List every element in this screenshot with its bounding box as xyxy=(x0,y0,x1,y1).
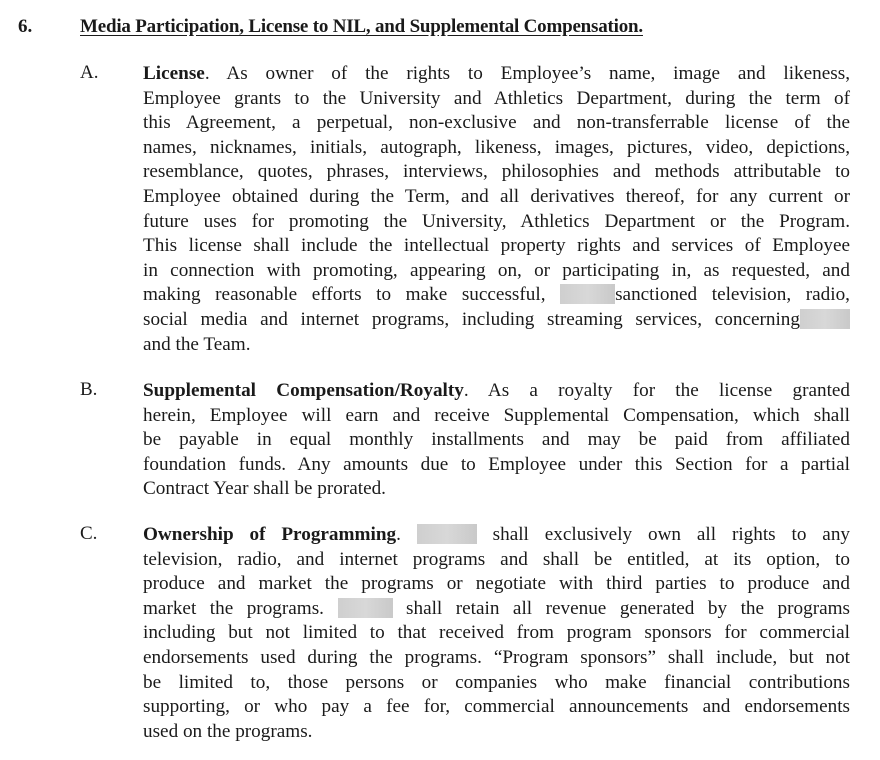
text-segment: and the Team. xyxy=(143,333,251,355)
text-segment: sanctioned television, radio, xyxy=(615,284,850,306)
section-title: Media Participation, License to NIL, and Supplemental Compensation. xyxy=(80,16,643,37)
text-segment: shall retain all revenue generated by the programs xyxy=(392,597,851,619)
text-segment: produce and market the programs or negotiate with third parties to produce and xyxy=(143,573,850,595)
text-line xyxy=(143,548,850,573)
redacted-text xyxy=(338,598,393,618)
text-line xyxy=(143,428,850,453)
text-line xyxy=(143,477,850,502)
text-line xyxy=(143,87,850,112)
text-line xyxy=(143,283,850,308)
text-segment: Employee grants to the University and Athletics Department, during the term of xyxy=(143,87,850,109)
text-segment: This license shall include the intellectual property rights and services of Employee xyxy=(143,235,850,257)
redacted-text xyxy=(800,309,850,329)
text-line xyxy=(143,210,850,235)
section-number: 6. xyxy=(18,16,33,37)
text-line xyxy=(143,646,850,671)
text-segment: future uses for promoting the University, Athletics Department or the Program. xyxy=(143,210,850,232)
text-segment: Contract Year shall be prorated. xyxy=(143,478,386,500)
text-line xyxy=(143,572,850,597)
paragraph-b-supplemental-compensation xyxy=(143,379,850,502)
text-line xyxy=(143,523,850,548)
text-segment: be payable in equal monthly installments and may be paid from affiliated xyxy=(143,429,850,451)
text-segment: making reasonable efforts to make successful, xyxy=(143,284,561,306)
text-line xyxy=(143,695,850,720)
text-line xyxy=(143,453,850,478)
paragraph-a-letter: A. xyxy=(80,62,99,83)
text-segment: including but not limited to that received from program sponsors for commercial xyxy=(143,622,850,644)
text-line xyxy=(143,621,850,646)
text-line xyxy=(143,160,850,185)
text-segment: names, nicknames, initials, autograph, likeness, images, pictures, video, depictions, xyxy=(143,136,850,158)
text-line xyxy=(143,136,850,161)
text-line xyxy=(143,62,850,87)
text-line xyxy=(143,404,850,429)
text-segment: foundation funds. Any amounts due to Employee under this Section for a partial xyxy=(143,453,850,475)
text-line xyxy=(143,720,850,745)
text-line xyxy=(143,259,850,284)
text-segment: social media and internet programs, including streaming services, concerning xyxy=(143,308,800,330)
text-line xyxy=(143,671,850,696)
text-line xyxy=(143,234,850,259)
paragraph-c-letter: C. xyxy=(80,523,98,544)
text-segment: shall exclusively own all rights to any xyxy=(476,524,851,545)
text-segment: endorsements used during the programs. “Program sponsors” shall include, but not xyxy=(143,646,850,668)
text-segment: . xyxy=(396,524,417,545)
text-segment: in connection with promoting, appearing on, or participating in, as requested, and xyxy=(143,259,850,281)
redacted-text xyxy=(417,524,477,544)
paragraph-heading: License xyxy=(143,63,205,84)
text-line xyxy=(143,333,850,358)
text-segment: Employee obtained during the Term, and all derivatives thereof, for any current or xyxy=(143,185,850,207)
text-segment: herein, Employee will earn and receive Supplemental Compensation, which shall xyxy=(143,404,850,426)
paragraph-c-ownership-of-programming xyxy=(143,523,850,744)
text-line xyxy=(143,185,850,210)
text-line xyxy=(143,597,850,622)
text-segment: market the programs. xyxy=(143,597,338,619)
paragraph-heading: Ownership of Programming xyxy=(143,524,397,545)
text-line xyxy=(143,379,850,404)
redacted-text xyxy=(560,284,615,304)
text-segment: supporting, or who pay a fee for, commercial announcements and endorsements xyxy=(143,696,850,718)
text-segment: this Agreement, a perpetual, non-exclusive and non-transferrable license of the xyxy=(143,112,850,134)
text-segment: used on the programs. xyxy=(143,720,313,742)
paragraph-a-license xyxy=(143,62,850,357)
text-segment: resemblance, quotes, phrases, interviews, philosophies and methods attributable to xyxy=(143,161,850,183)
text-segment: be limited to, those persons or companies who make financial contributions xyxy=(143,671,850,693)
text-line xyxy=(143,111,850,136)
text-segment: . As owner of the rights to Employee’s name, image and likeness, xyxy=(204,63,850,84)
text-segment: . As a royalty for the license granted xyxy=(463,380,851,401)
paragraph-b-letter: B. xyxy=(80,379,98,400)
text-segment: television, radio, and internet programs and shall be entitled, at its option, to xyxy=(143,548,850,570)
paragraph-heading: Supplemental Compensation/Royalty xyxy=(143,380,464,401)
text-line xyxy=(143,308,850,333)
